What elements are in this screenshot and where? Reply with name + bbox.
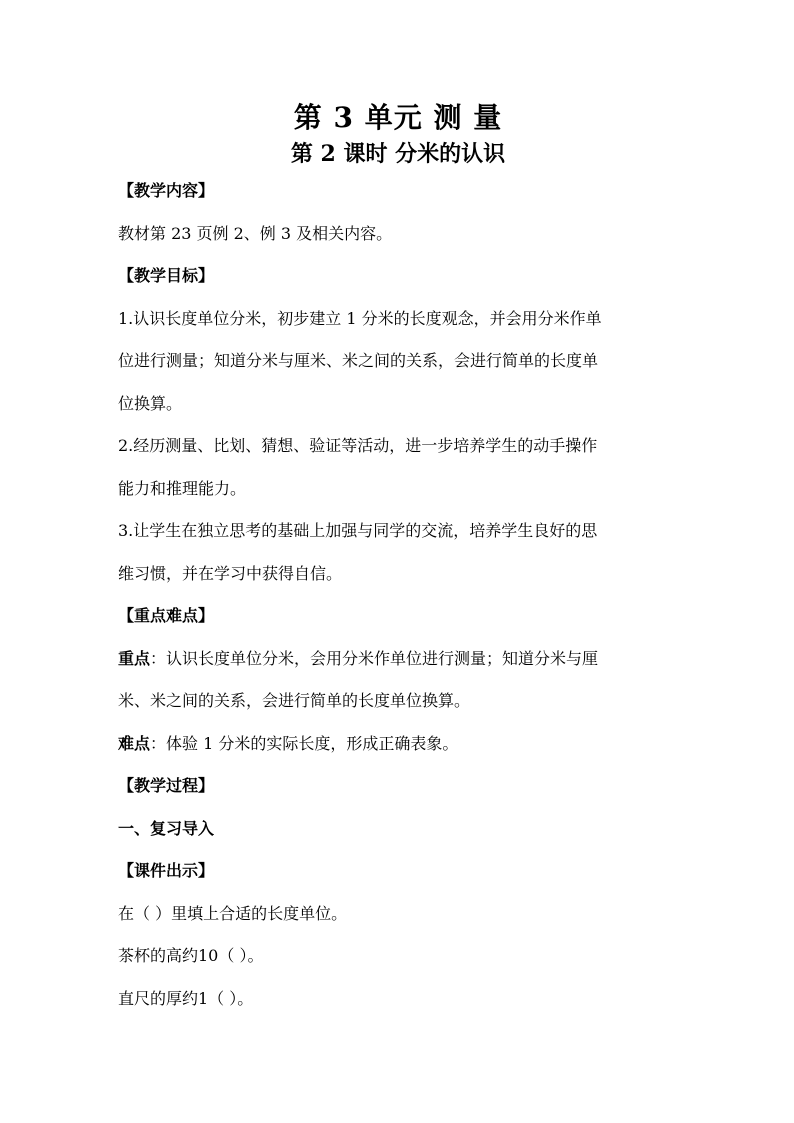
unit-title: 第 3 单元 测 量	[293, 101, 503, 134]
goal3-line1: 3.让学生在独立思考的基础上加强与同学的交流，培养学生良好的思	[118, 521, 598, 540]
goal1-line2: 位进行测量；知道分米与厘米、米之间的关系，会进行简单的长度单	[118, 351, 599, 370]
exercise-1: 茶杯的高约10（ ）。	[118, 946, 264, 965]
goal2-line2: 能力和推理能力。	[118, 478, 247, 498]
goal2-line1: 2.经历测量、比划、猜想、验证等活动，进一步培养学生的动手操作	[118, 436, 598, 455]
process-heading: 【教学过程】	[118, 776, 215, 795]
difficulty-line	[118, 723, 678, 766]
document-page	[118, 100, 678, 1020]
goals-heading: 【教学目标】	[118, 266, 215, 285]
part1-heading: 一、复习导入	[118, 818, 215, 838]
key-point-text: ：认识长度单位分米，会用分米作单位进行测量；知道分米与厘	[150, 648, 599, 668]
exercise-intro: 在（ ）里填上合适的长度单位。	[118, 903, 348, 923]
key-point-line1	[118, 638, 678, 681]
lesson-title: 第 2 课时 分米的认识	[290, 141, 506, 167]
key-point-line2: 米、米之间的关系，会进行简单的长度单位换算。	[118, 691, 471, 710]
goal3-line2: 维习惯，并在学习中获得自信。	[118, 563, 343, 583]
goal1-line1: 1.认识长度单位分米，初步建立 1 分米的长度观念，并会用分米作单	[118, 308, 602, 328]
goal1-line3: 位换算。	[118, 393, 183, 413]
key-point-label: 重点	[118, 648, 151, 668]
keypoints-heading: 【重点难点】	[118, 606, 215, 625]
difficulty-label: 难点	[118, 733, 151, 753]
courseware-heading: 【课件出示】	[118, 861, 215, 880]
content-text: 教材第 23 页例 2、例 3 及相关内容。	[118, 223, 393, 243]
exercise-2: 直尺的厚约1（ ）。	[118, 988, 254, 1008]
content-heading: 【教学内容】	[118, 181, 215, 200]
difficulty-text: ：体验 1 分米的实际长度，形成正确表象。	[150, 733, 459, 753]
